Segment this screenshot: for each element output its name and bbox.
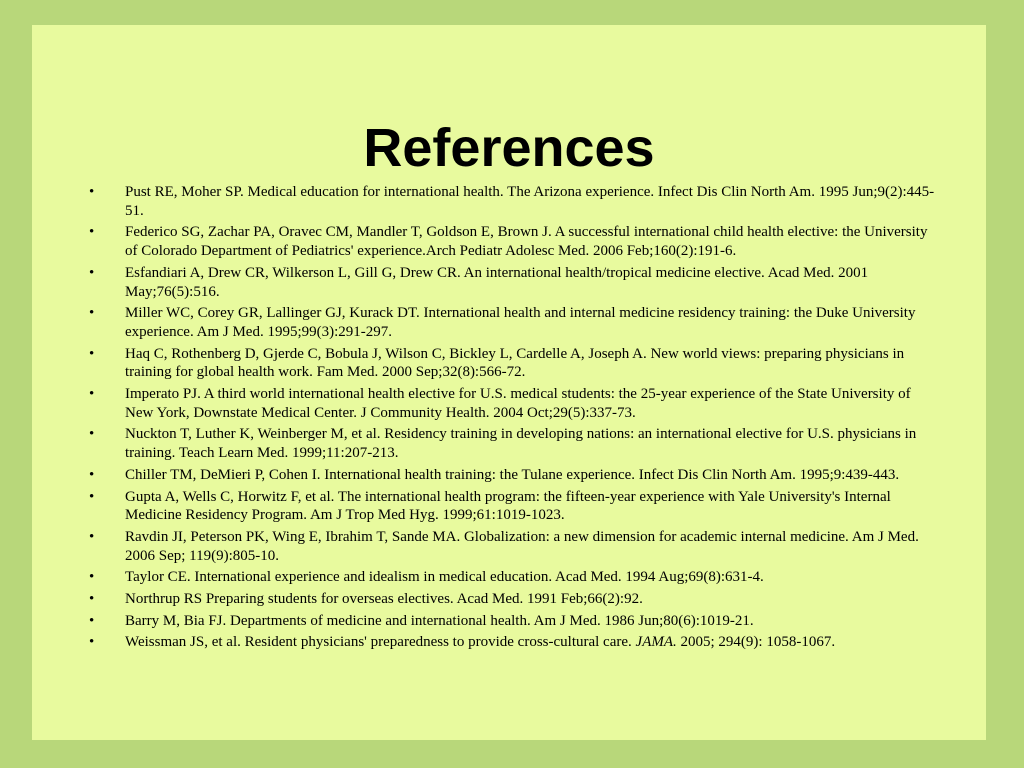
reference-item — [89, 223, 939, 260]
reference-item — [89, 345, 939, 382]
bullet-icon: • — [89, 569, 95, 586]
reference-text: Nuckton T, Luther K, Weinberger M, et al. Residency training in developing nations: an international elective for U.S. physicians in training. Teach Learn Med. 1999;11:207-213. — [125, 426, 917, 462]
bullet-icon: • — [89, 345, 95, 362]
reference-text: Haq C, Rothenberg D, Gjerde C, Bobula J, Wilson C, Bickley L, Cardelle A, Joseph A. New world views: preparing physicians in training for global health work. Fam Med. 2000 Sep;32(8):566-72. — [125, 345, 905, 381]
reference-item — [89, 528, 939, 565]
reference-item — [89, 304, 939, 341]
reference-text-prefix: Weissman JS, et al. Resident physicians' preparedness to provide cross-cultural care. — [125, 634, 636, 651]
bullet-icon: • — [89, 264, 95, 281]
reference-item — [89, 385, 939, 422]
bullet-icon: • — [89, 224, 95, 241]
reference-text: Miller WC, Corey GR, Lallinger GJ, Kurack DT. International health and internal medicine residency training: the Duke University experience. Am J Med. 1995;99(3):291-297. — [125, 305, 916, 340]
bullet-icon: • — [89, 634, 95, 651]
reference-item — [89, 183, 939, 220]
slide — [32, 25, 986, 740]
bullet-icon: • — [89, 184, 95, 200]
reference-item — [89, 264, 939, 301]
reference-text: Gupta A, Wells C, Horwitz F, et al. The international health program: the fifteen-year experience with Yale University's Internal Medicine Residency Program. Am J Trop Med Hyg. 1999;61:1019-1023. — [125, 488, 891, 524]
reference-text: Northrup RS Preparing students for overseas electives. Acad Med. 1991 Feb;66(2):92. — [125, 591, 643, 608]
reference-text: Chiller TM, DeMieri P, Cohen I. International health training: the Tulane experience. Infect Dis Clin North Am. 1995;9:439-443. — [125, 466, 900, 483]
reference-item — [89, 425, 939, 462]
reference-text: Pust RE, Moher SP. Medical education for international health. The Arizona experience. Infect Dis Clin North Am. 1995 Jun;9(2):445-51. — [125, 184, 935, 219]
reference-text: Barry M, Bia FJ. Departments of medicine and international health. Am J Med. 1986 Jun;80(6):1019-21. — [125, 612, 754, 629]
bullet-icon: • — [89, 305, 95, 322]
reference-text: Taylor CE. International experience and idealism in medical education. Acad Med. 1994 Aug;69(8):631-4. — [125, 569, 764, 586]
bullet-icon: • — [89, 528, 95, 545]
reference-text: Federico SG, Zachar PA, Oravec CM, Mandler T, Goldson E, Brown J. A successful international child health elective: the University of Colorado Department of Pediatrics' experience.Arch Pediatr Adolesc Med. 2006 Feb;160(2):191-6. — [125, 224, 928, 260]
bullet-icon: • — [89, 426, 95, 443]
reference-item — [89, 612, 939, 631]
references-list — [89, 183, 939, 655]
reference-text: Ravdin JI, Peterson PK, Wing E, Ibrahim T, Sande MA. Globalization: a new dimension for academic internal medicine. Am J Med. 2006 Sep; 119(9):805-10. — [125, 528, 919, 564]
bullet-icon: • — [89, 591, 95, 608]
reference-item — [89, 568, 939, 587]
bullet-icon: • — [89, 612, 95, 629]
reference-item — [89, 590, 939, 609]
reference-text: Esfandiari A, Drew CR, Wilkerson L, Gill G, Drew CR. An international health/tropical medicine elective. Acad Med. 2001 May;76(5):516. — [125, 264, 869, 300]
bullet-icon: • — [89, 466, 95, 483]
reference-text: Imperato PJ. A third world international health elective for U.S. medical students: the 25-year experience of the State University of New York, Downstate Medical Center. J Community Health. 2004 Oct;29(5):337-73. — [125, 386, 911, 421]
bullet-icon: • — [89, 488, 95, 505]
slide-title: References — [363, 118, 655, 178]
reference-item — [89, 488, 939, 525]
reference-item — [89, 466, 939, 485]
reference-text-suffix: 2005; 294(9): 1058-1067. — [676, 634, 836, 651]
bullet-icon: • — [89, 386, 95, 403]
reference-item-last — [89, 633, 939, 652]
reference-journal: JAMA. — [635, 634, 677, 651]
